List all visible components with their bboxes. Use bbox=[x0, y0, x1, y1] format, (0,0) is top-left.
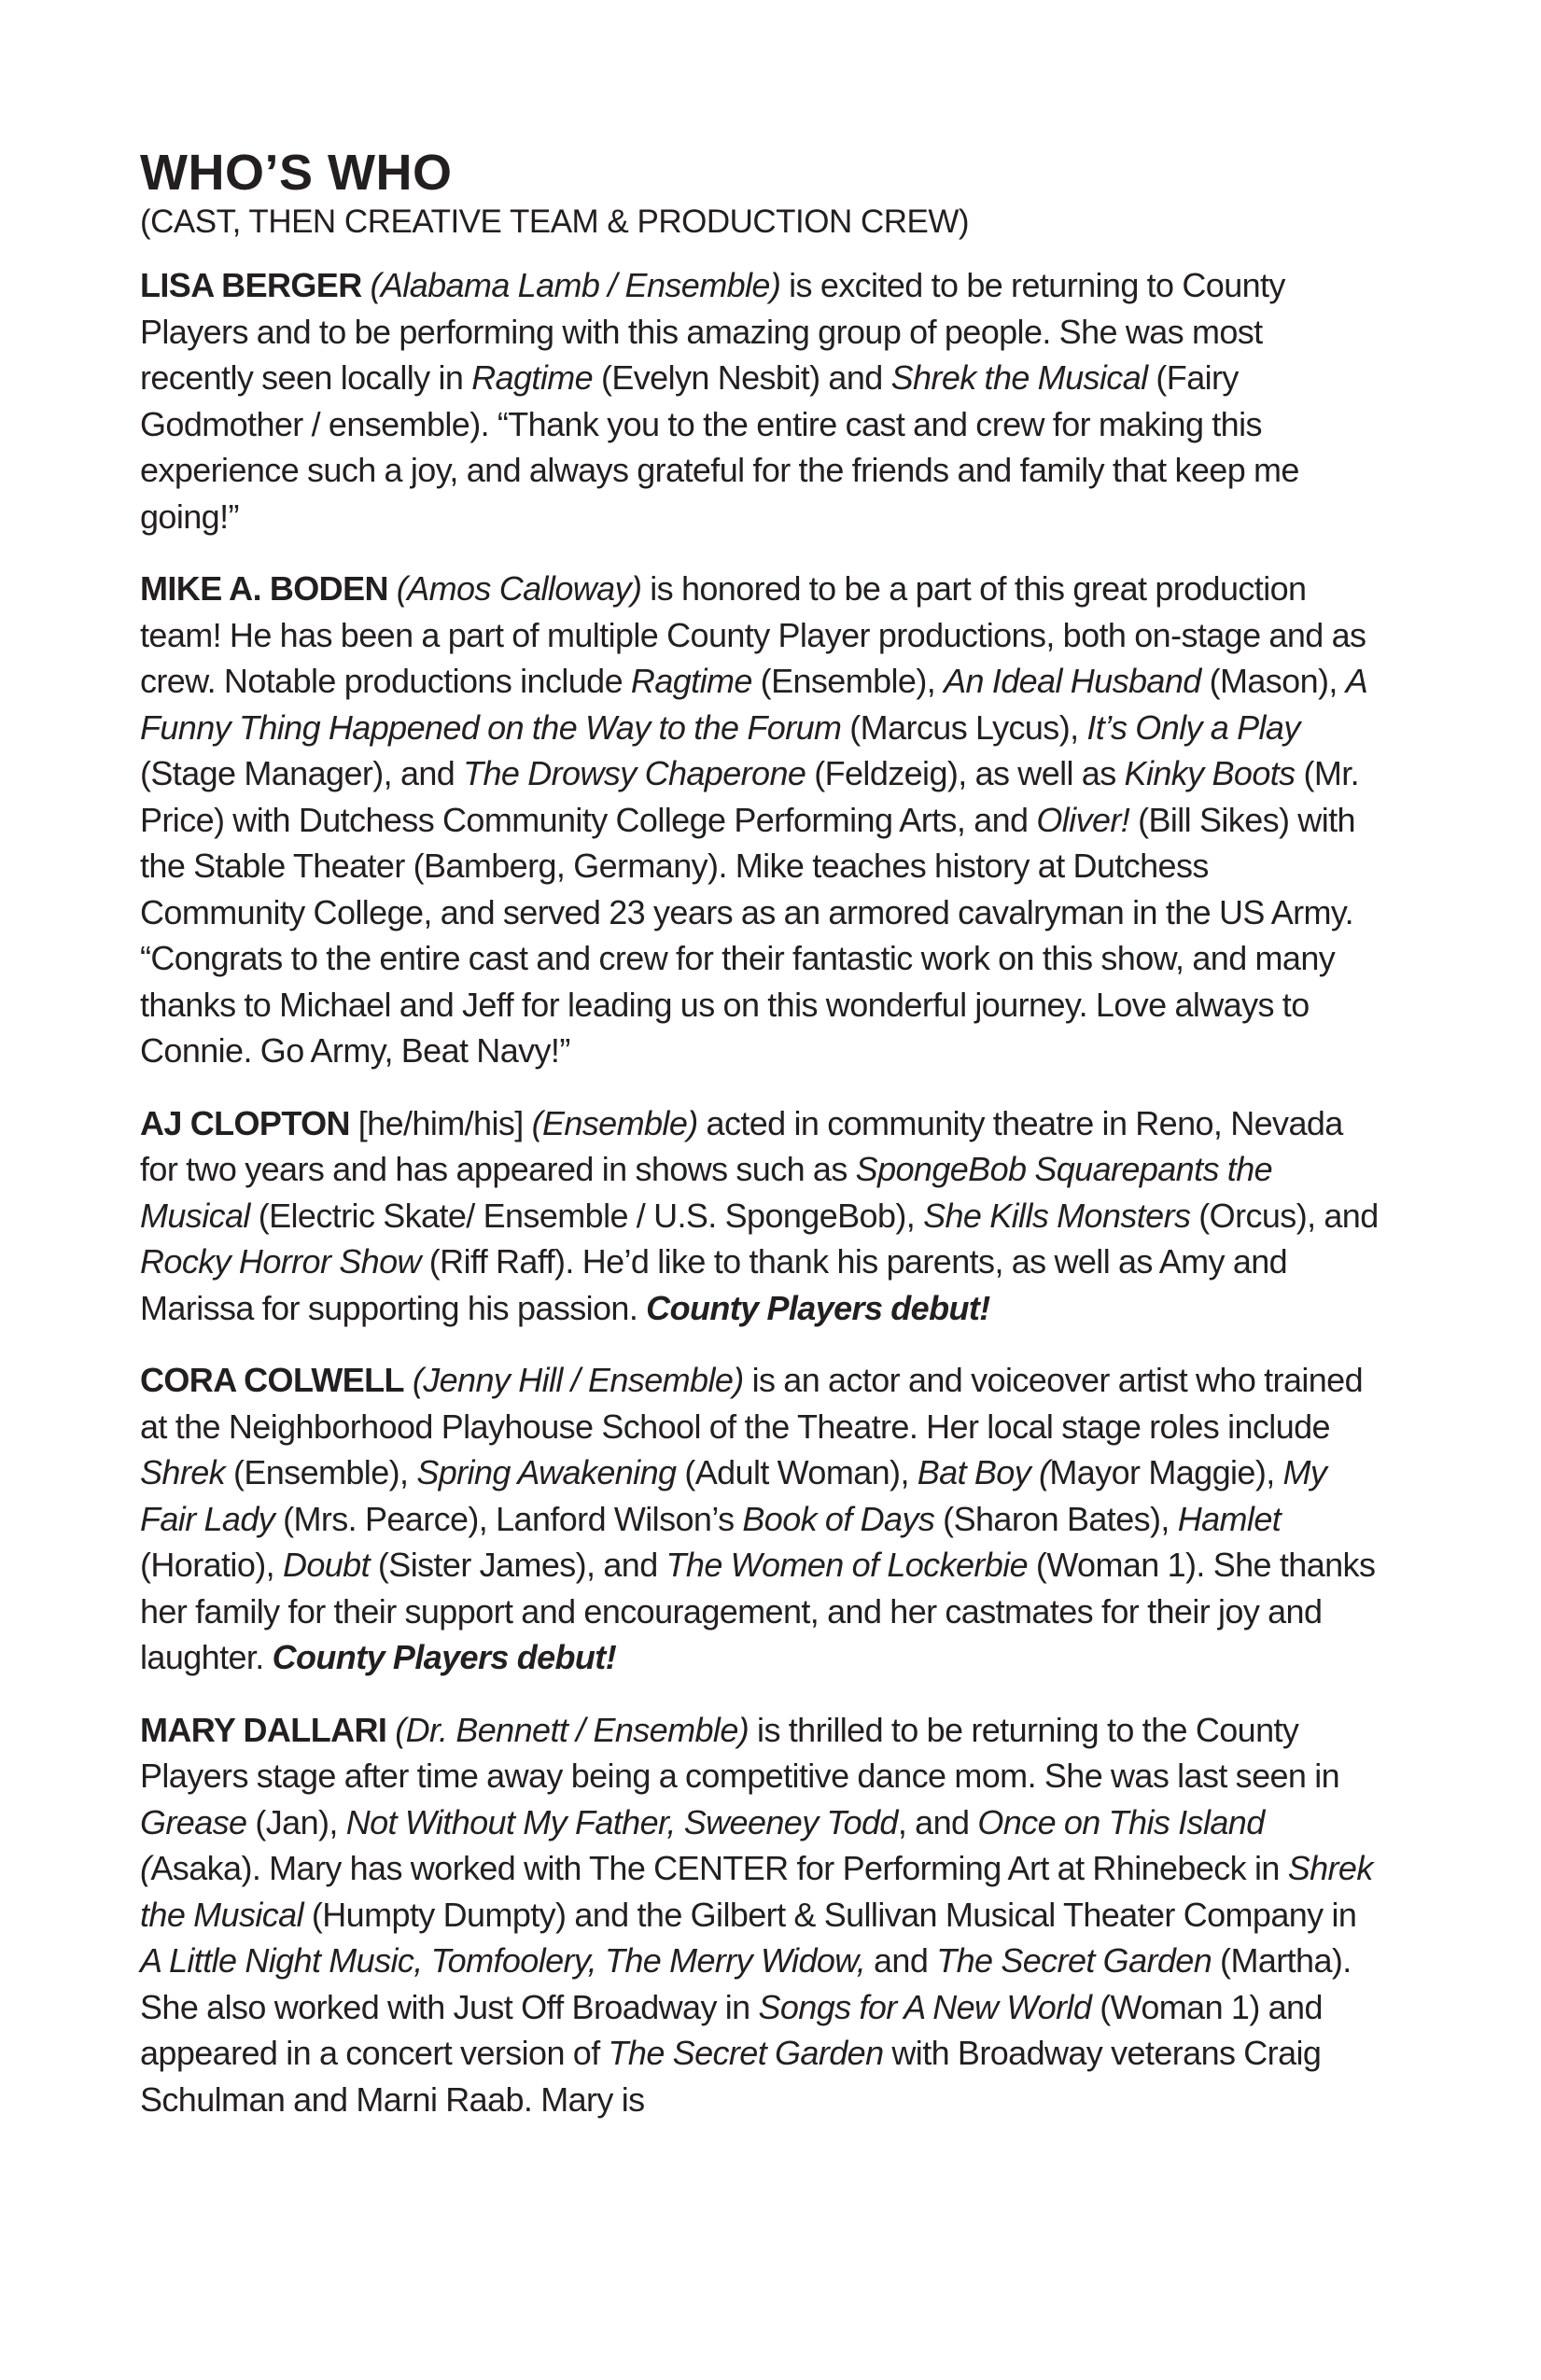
bio-pronouns: [he/him/his] bbox=[349, 1103, 532, 1142]
show-title: Shrek the Musical bbox=[140, 1849, 1373, 1934]
show-title: She Kills Monsters bbox=[923, 1196, 1191, 1235]
show-title: Ragtime bbox=[630, 662, 752, 700]
bio-text: is an actor and voiceover artist who trained at the Neighborhood Playhouse School of the Theatre. Her local stage roles include bbox=[140, 1361, 1364, 1446]
show-title: Hamlet bbox=[1177, 1499, 1282, 1538]
show-title: The Drowsy Chaperone bbox=[463, 754, 806, 792]
bio-aj-clopton bbox=[140, 1100, 1381, 1332]
debut-note: County Players debut! bbox=[272, 1638, 617, 1676]
bio-text: is thrilled to be returning to the County Players stage after time away being a competitive dance mom. She was last seen in bbox=[140, 1710, 1340, 1795]
bio-role: (Dr. Bennett / Ensemble) bbox=[395, 1710, 749, 1749]
bio-role: (Jenny Hill / Ensemble) bbox=[412, 1361, 744, 1399]
show-title: Oliver! bbox=[1036, 800, 1130, 839]
bio-text: (Sharon Bates), bbox=[934, 1499, 1178, 1538]
show-title: Rocky Horror Show bbox=[140, 1242, 421, 1281]
bio-text: (Stage Manager), and bbox=[140, 754, 464, 792]
bio-name: MIKE A. BODEN bbox=[140, 569, 388, 608]
show-title: The Secret Garden bbox=[936, 1941, 1212, 1980]
page-title: WHO’S WHO bbox=[140, 145, 453, 201]
show-title: My Fair Lady bbox=[140, 1453, 1327, 1538]
show-title: A Little Night Music, Tomfoolery, The Merry Widow, bbox=[140, 1941, 866, 1980]
bio-role: (Amos Calloway) bbox=[396, 569, 642, 608]
debut-note: County Players debut! bbox=[646, 1288, 990, 1327]
show-title: Doubt bbox=[282, 1546, 371, 1584]
bio-text: (Mr. Price) with Dutchess Community College Performing Arts, and bbox=[140, 754, 1360, 839]
bio-text: (Evelyn Nesbit) and bbox=[593, 358, 891, 397]
bio-name: CORA COLWELL bbox=[140, 1361, 404, 1399]
bio-text: (Sister James), and bbox=[370, 1546, 666, 1584]
show-title: Shrek bbox=[140, 1453, 226, 1491]
bio-name: MARY DALLARI bbox=[140, 1710, 387, 1749]
show-title: The Secret Garden bbox=[608, 2034, 884, 2072]
bio-text: is excited to be returning to County Players and to be performing with this amazing group of people. She was most recently seen locally in bbox=[140, 266, 1285, 397]
bio-text: (Orcus), and bbox=[1190, 1196, 1379, 1235]
bio-name: LISA BERGER bbox=[140, 266, 362, 304]
show-title: Not Without My Father, Sweeney Todd bbox=[345, 1802, 898, 1841]
bio-cora-colwell bbox=[140, 1357, 1381, 1681]
bio-text: acted in community theatre in Reno, Nevada for two years and has appeared in shows such as bbox=[140, 1103, 1343, 1188]
show-title: A Funny Thing Happened on the Way to the Forum bbox=[140, 662, 1366, 747]
show-title: Songs for A New World bbox=[758, 1987, 1092, 2026]
bio-name: AJ CLOPTON bbox=[140, 1103, 350, 1142]
bio-text: (Martha). She also worked with Just Off Broadway in bbox=[140, 1941, 1352, 2026]
bio-text: (Horatio), bbox=[140, 1546, 283, 1584]
bio-text: (Ensemble), bbox=[751, 662, 945, 700]
bio-text: (Mason), bbox=[1200, 662, 1346, 700]
bio-text: (Riff Raff). He’d like to thank his parents, as well as Amy and Marissa for supporting his passion. bbox=[140, 1242, 1288, 1327]
bio-text: (Mrs. Pearce), Lanford Wilson’s bbox=[274, 1499, 743, 1538]
show-title: It’s Only a Play bbox=[1086, 707, 1300, 747]
bio-text: (Marcus Lycus), bbox=[841, 707, 1087, 747]
bio-text: Mayor Maggie), bbox=[1049, 1453, 1283, 1491]
bio-text: (Humpty Dumpty) and the Gilbert & Sullivan Musical Theater Company in bbox=[302, 1895, 1357, 1934]
show-title: The Women of Lockerbie bbox=[665, 1546, 1029, 1584]
show-title: Grease bbox=[140, 1802, 247, 1841]
bio-text: (Woman 1). She thanks her family for their support and encouragement, and her castmates for their joy and laughter. bbox=[140, 1546, 1376, 1676]
bio-text: , and bbox=[897, 1802, 978, 1841]
bio-text: (Woman 1) and appeared in a concert version of bbox=[140, 1987, 1323, 2072]
show-title: Book of Days bbox=[742, 1499, 935, 1538]
bio-text: Asaka). Mary has worked with The CENTER for Performing Art at Rhinebeck in bbox=[150, 1849, 1288, 1887]
program-page bbox=[140, 145, 1381, 2149]
show-title: An Ideal Husband bbox=[944, 662, 1201, 700]
bio-text: (Jan), bbox=[246, 1802, 346, 1841]
bio-text: (Adult Woman), bbox=[676, 1453, 918, 1491]
bio-role: (Ensemble) bbox=[531, 1103, 698, 1142]
bio-text: (Ensemble), bbox=[225, 1453, 417, 1491]
bio-text: is honored to be a part of this great production team! He has been a part of multiple County Player productions, both on-stage and as crew. Notable productions include bbox=[140, 569, 1366, 700]
bio-mike-boden bbox=[140, 566, 1381, 1074]
bio-role: (Alabama Lamb / Ensemble) bbox=[370, 266, 781, 304]
bio-text: (Bill Sikes) with the Stable Theater (Bamberg, Germany). Mike teaches history at Dutchess Community College, and served 23 years as an armored cavalryman in the US Army. “Congrats to the entire cast and crew for their fantastic work on this show, and many thanks to Michael and Jeff for leading us on this wonderful journey. Love always to Connie. Go Army, Beat Navy!” bbox=[140, 800, 1355, 1070]
page-subtitle: (CAST, THEN CREATIVE TEAM & PRODUCTION CREW) bbox=[140, 203, 970, 240]
bio-text: (Electric Skate/ Ensemble / U.S. SpongeBob), bbox=[249, 1196, 924, 1235]
show-title: Bat Boy ( bbox=[917, 1453, 1050, 1491]
show-title: SpongeBob Squarepants the Musical bbox=[140, 1150, 1273, 1235]
show-title: Ragtime bbox=[471, 358, 594, 397]
bio-text: with Broadway veterans Craig Schulman and Marni Raab. Mary is bbox=[140, 2034, 1322, 2119]
bio-text: (Feldzeig), as well as bbox=[806, 754, 1125, 792]
show-title: Kinky Boots bbox=[1124, 754, 1296, 792]
bio-text: and bbox=[865, 1941, 937, 1980]
bio-lisa-berger bbox=[140, 262, 1381, 539]
show-title: Spring Awakening bbox=[416, 1453, 677, 1491]
show-title: Shrek the Musical bbox=[890, 358, 1148, 397]
show-title: Once on This Island ( bbox=[140, 1802, 1265, 1887]
bio-mary-dallari bbox=[140, 1707, 1381, 2123]
bio-text: (Fairy Godmother / ensemble). “Thank you to the entire cast and crew for making this experience such a joy, and always grateful for the friends and family that keep me going!” bbox=[140, 358, 1299, 536]
